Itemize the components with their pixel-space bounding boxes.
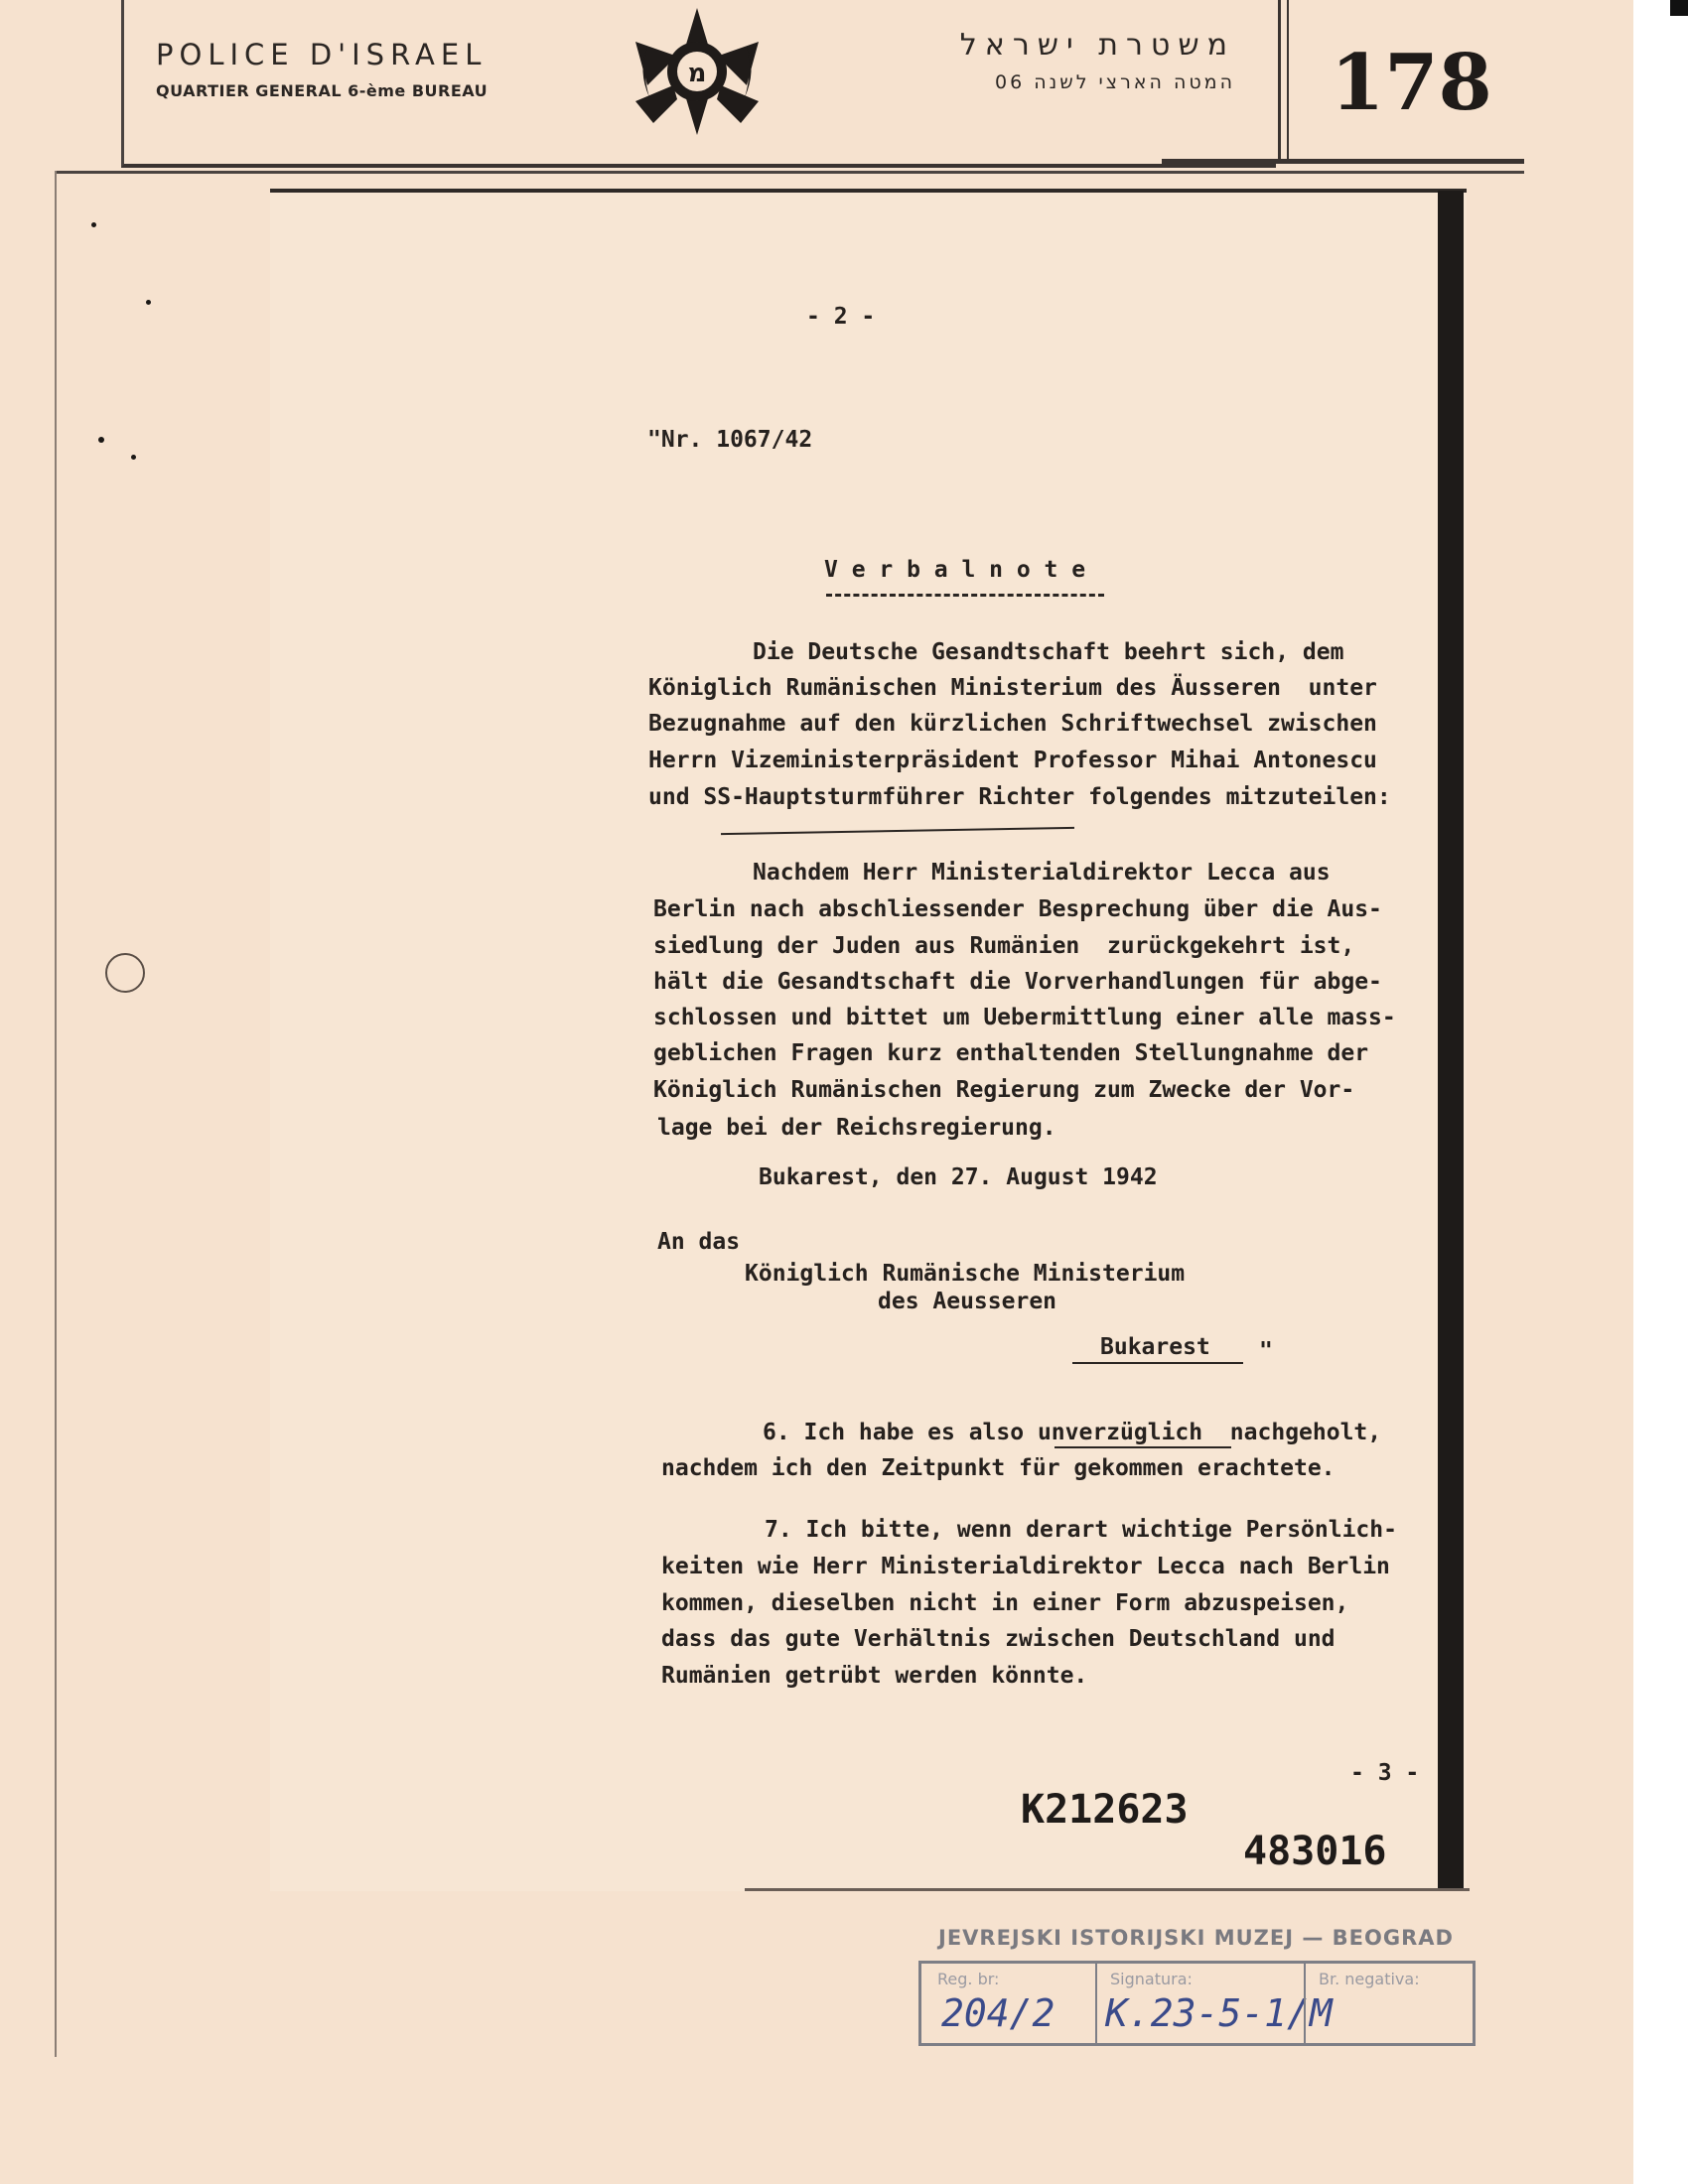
scan-margin-right <box>1633 0 1688 2184</box>
ring-mark <box>105 953 145 993</box>
text-line: schlossen und bittet um Uebermittlung einer alle mass- <box>653 1005 1396 1030</box>
address-city: Bukarest <box>1100 1334 1210 1360</box>
text-line: Nachdem Herr Ministerialdirektor Lecca aus <box>753 860 1331 886</box>
stamp-divider <box>1304 1964 1306 2043</box>
speck <box>146 300 151 305</box>
stamp-label-reg: Reg. br: <box>937 1970 1000 1988</box>
text-line: Königlich Rumänischen Ministerium des Äusseren unter <box>648 675 1377 701</box>
speck <box>131 455 136 460</box>
text-line: Berlin nach abschliessender Besprechung über die Aus- <box>653 896 1382 922</box>
text-line: geblichen Fragen kurz enthaltenden Stellungnahme der <box>653 1040 1369 1066</box>
letterhead-hebrew-subtitle: המטה הארצי לשנה 06 <box>995 71 1235 93</box>
stamp-label-negativ: Br. negativa: <box>1319 1970 1420 1988</box>
text-line: 6. Ich habe es also unverzüglich nachgeholt, <box>763 1420 1382 1445</box>
address-city-underline <box>1072 1362 1243 1364</box>
document-heading: V e r b a l n o t e <box>824 557 1086 583</box>
frame-number: 483016 <box>1243 1829 1387 1874</box>
stamp-label-signatura: Signatura: <box>1110 1970 1193 1988</box>
closing-quote: " <box>1259 1338 1273 1364</box>
folder-frame-top <box>55 171 1524 174</box>
folder-frame-left <box>55 171 57 2057</box>
heading-underline <box>826 594 1104 597</box>
text-line: Königlich Rumänischen Regierung zum Zwecke der Vor- <box>653 1077 1355 1103</box>
israel-police-emblem-icon <box>628 6 767 137</box>
text-line: Die Deutsche Gesandtschaft beehrt sich, dem <box>753 639 1344 665</box>
typed-page-bottom-edge <box>745 1888 1470 1891</box>
letterhead <box>121 0 1273 169</box>
address-line-1: Königlich Rumänische Ministerium <box>745 1261 1186 1287</box>
museum-stamp-title: JEVREJSKI ISTORIJSKI MUZEJ — BEOGRAD <box>938 1926 1454 1950</box>
text-line: Herrn Vizeministerpräsident Professor Mihai Antonescu <box>648 748 1377 773</box>
text-line: lage bei der Reichsregierung. <box>657 1115 1056 1141</box>
text-line: Rumänien getrübt werden könnte. <box>661 1663 1088 1689</box>
typed-page-top-edge <box>270 189 1467 193</box>
archive-code: K212623 <box>1021 1787 1189 1833</box>
text-line: nachdem ich den Zeitpunkt für gekommen erachtete. <box>661 1455 1336 1481</box>
address-to: An das <box>657 1229 741 1255</box>
letterhead-rule <box>1162 159 1524 164</box>
next-page-marker: - 3 - <box>1350 1760 1420 1786</box>
text-line: Bezugnahme auf den kürzlichen Schriftwechsel zwischen <box>648 711 1377 737</box>
address-line-2: des Aeusseren <box>878 1289 1057 1314</box>
stamp-value-signatura: K.23-5-1/M <box>1105 1991 1333 2035</box>
text-line: hält die Gesandtschaft die Vorverhandlungen für abge- <box>653 969 1382 995</box>
page-marker: - 2 - <box>806 304 876 330</box>
text-line: keiten wie Herr Ministerialdirektor Lecca nach Berlin <box>661 1554 1390 1579</box>
reference-number: "Nr. 1067/42 <box>647 427 813 453</box>
date-line: Bukarest, den 27. August 1942 <box>759 1164 1158 1190</box>
text-line: 7. Ich bitte, wenn derart wichtige Persönlich- <box>765 1517 1397 1543</box>
scan-edge <box>1670 0 1688 16</box>
text-line: siedlung der Juden aus Rumänien zurückgekehrt ist, <box>653 933 1355 959</box>
text-line: kommen, dieselben nicht in einer Form abzuspeisen, <box>661 1590 1349 1616</box>
speck <box>98 437 104 443</box>
stamp-value-reg: 204/2 <box>941 1991 1055 2035</box>
typed-page-shadow <box>1438 191 1464 1890</box>
letterhead-french-subtitle: QUARTIER GENERAL 6-ème BUREAU <box>156 81 489 100</box>
museum-stamp <box>918 1961 1476 2046</box>
text-line: dass das gute Verhältnis zwischen Deutschland und <box>661 1626 1336 1652</box>
underline-mark <box>1055 1446 1231 1448</box>
speck <box>91 222 96 227</box>
letterhead-french-title: POLICE D'ISRAEL <box>156 38 488 71</box>
svg-text:מ: מ <box>687 59 707 88</box>
letterhead-divider <box>1278 0 1289 164</box>
folio-number: 178 <box>1331 38 1492 128</box>
stamp-divider <box>1095 1964 1097 2043</box>
letterhead-hebrew-title: משטרת ישראל <box>959 28 1235 63</box>
text-line: und SS-Hauptsturmführer Richter folgendes mitzuteilen: <box>648 784 1391 810</box>
